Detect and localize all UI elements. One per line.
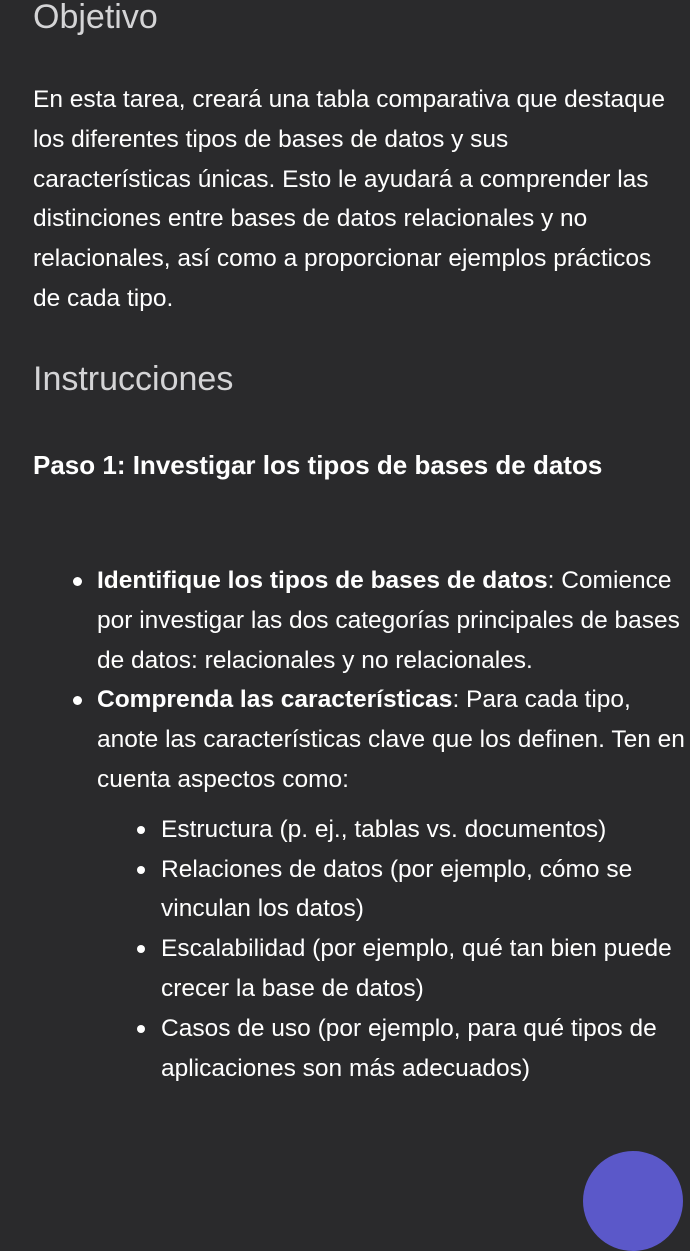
paso-1-heading: Paso 1: Investigar los tipos de bases de datos — [33, 450, 603, 480]
sublist-item: Casos de uso (por ejemplo, para qué tipos de aplicaciones son más adecuados) — [97, 1009, 688, 1089]
objetivo-heading: Objetivo — [33, 0, 158, 36]
characteristics-sublist — [97, 810, 688, 1089]
list-item — [33, 680, 688, 1088]
list-item-text: : Para cada tipo, anote las características clave que los definen. Ten en cuenta aspectos como: — [97, 686, 685, 793]
list-item-bold: Identifique los tipos de bases de datos — [97, 567, 548, 594]
paso-1-list — [33, 561, 688, 1088]
instrucciones-heading: Instrucciones — [33, 360, 234, 398]
objetivo-paragraph: En esta tarea, creará una tabla comparativa que destaque los diferentes tipos de bases de datos y sus características únicas. Esto le ayudará a comprender las distinciones entre bases de datos relacionales y no relacionales, así como a proporcionar ejemplos prácticos de cada tipo. — [33, 86, 665, 312]
sublist-item: Estructura (p. ej., tablas vs. documentos) — [97, 810, 688, 850]
sublist-item: Relaciones de datos (por ejemplo, cómo se vinculan los datos) — [97, 850, 688, 930]
list-item-text: : Comience por investigar las dos categorías principales de bases de datos: relacionales y no relacionales. — [97, 567, 680, 674]
list-item — [33, 561, 688, 680]
list-item-bold: Comprenda las características — [97, 686, 453, 714]
floating-action-button[interactable] — [583, 1151, 683, 1251]
sublist-item: Escalabilidad (por ejemplo, qué tan bien puede crecer la base de datos) — [97, 929, 688, 1009]
